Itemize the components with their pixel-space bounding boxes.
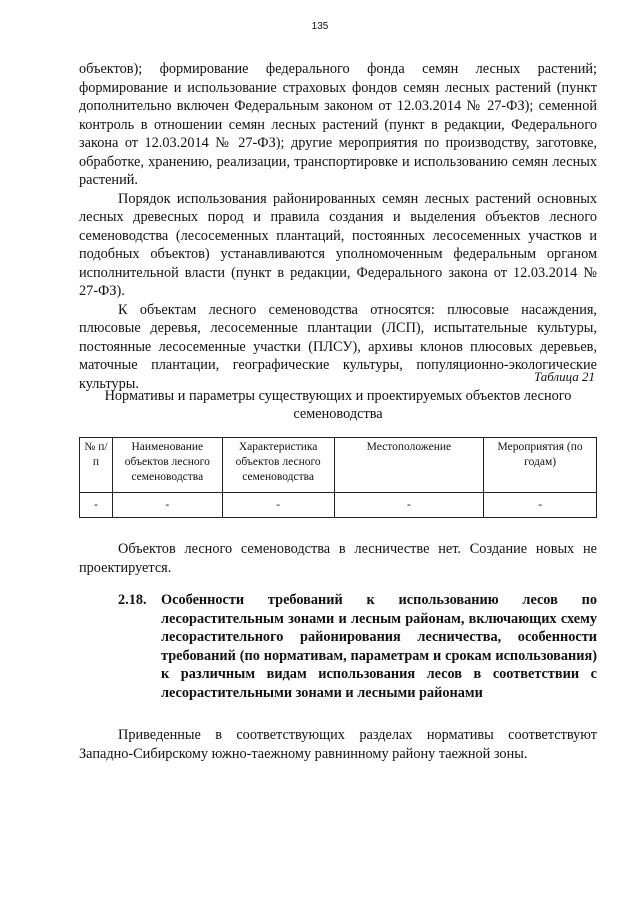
header-object-characteristics: Характеристика объектов лесного семеноводства <box>222 438 334 493</box>
after-table-text-block <box>79 540 597 577</box>
header-activities: Мероприятия (по годам) <box>484 438 597 493</box>
paragraph-seed-usage-order: Порядок использования районированных семян лесных растений основных лесных древесных пород и правила создания и выделения объектов лесного семеноводства (лесосеменных плантаций, постоянных лесосеменных участков и подобных объектов) устанавливаются уполномоченным федеральным органом исполнительной власти (пункт в редакции, Федерального закона от 12.03.2014 № 27-ФЗ). <box>79 190 597 299</box>
table-cell: - <box>80 493 113 518</box>
paragraph-seed-objects: К объектам лесного семеноводства относятся: плюсовые насаждения, плюсовые деревья, лесосеменные плантации (ЛСП), испытательные культуры, постоянные лесосеменные участки (ПЛСУ), архивы клонов плюсовых деревьев, маточные плантации, географические культуры, популяционно-экологические культуры. <box>79 301 597 392</box>
table-title: Нормативы и параметры существующих и проектируемых объектов лесного семеноводства <box>104 388 572 422</box>
table-cell: - <box>334 493 484 518</box>
section-title: Особенности требований к использованию лесов по лесорастительным зонами и лесным районам, включающих схему лесорастительного районирования лесничества, особенности требований (по нормативам, параметрам и срокам использования) к различным видам использования лесов в соответствии с лесорастительными зонами и лесными районами <box>161 592 597 701</box>
header-location: Местоположение <box>334 438 484 493</box>
final-text-block <box>79 726 597 763</box>
table-row <box>80 493 597 518</box>
header-number: № п/п <box>80 438 113 493</box>
section-number: 2.18. <box>118 592 147 608</box>
table-header-row <box>80 438 597 493</box>
page-number: 135 <box>311 21 329 32</box>
table-cell: - <box>222 493 334 518</box>
section-heading <box>79 591 597 702</box>
paragraph-standards-zone: Приведенные в соответствующих разделах нормативы соответствуют Западно-Сибирскому южно-таежному равнинному району таежной зоны. <box>79 727 597 762</box>
table-cell: - <box>112 493 222 518</box>
table-label: Таблица 21 <box>533 369 595 384</box>
seed-objects-table <box>79 437 597 518</box>
paragraph-no-seed-objects: Объектов лесного семеноводства в лесничестве нет. Создание новых не проектируется. <box>79 541 597 576</box>
header-object-name: Наименование объектов лесного семеноводства <box>112 438 222 493</box>
body-text-top <box>79 60 597 393</box>
table-cell: - <box>484 493 597 518</box>
paragraph-seed-activities: объектов); формирование федерального фонда семян лесных растений; формирование и использование страховых фондов семян лесных растений (пункт дополнительно включен Федеральным законом от 12.03.2014 № 27-ФЗ); семенной контроль в отношении семян лесных растений (пункт в редакции, Федерального закона от 12.03.2014 № 27-ФЗ); другие мероприятия по производству, заготовке, обработке, хранению, реализации, транспортировке и использованию семян лесных растений. <box>79 61 597 188</box>
